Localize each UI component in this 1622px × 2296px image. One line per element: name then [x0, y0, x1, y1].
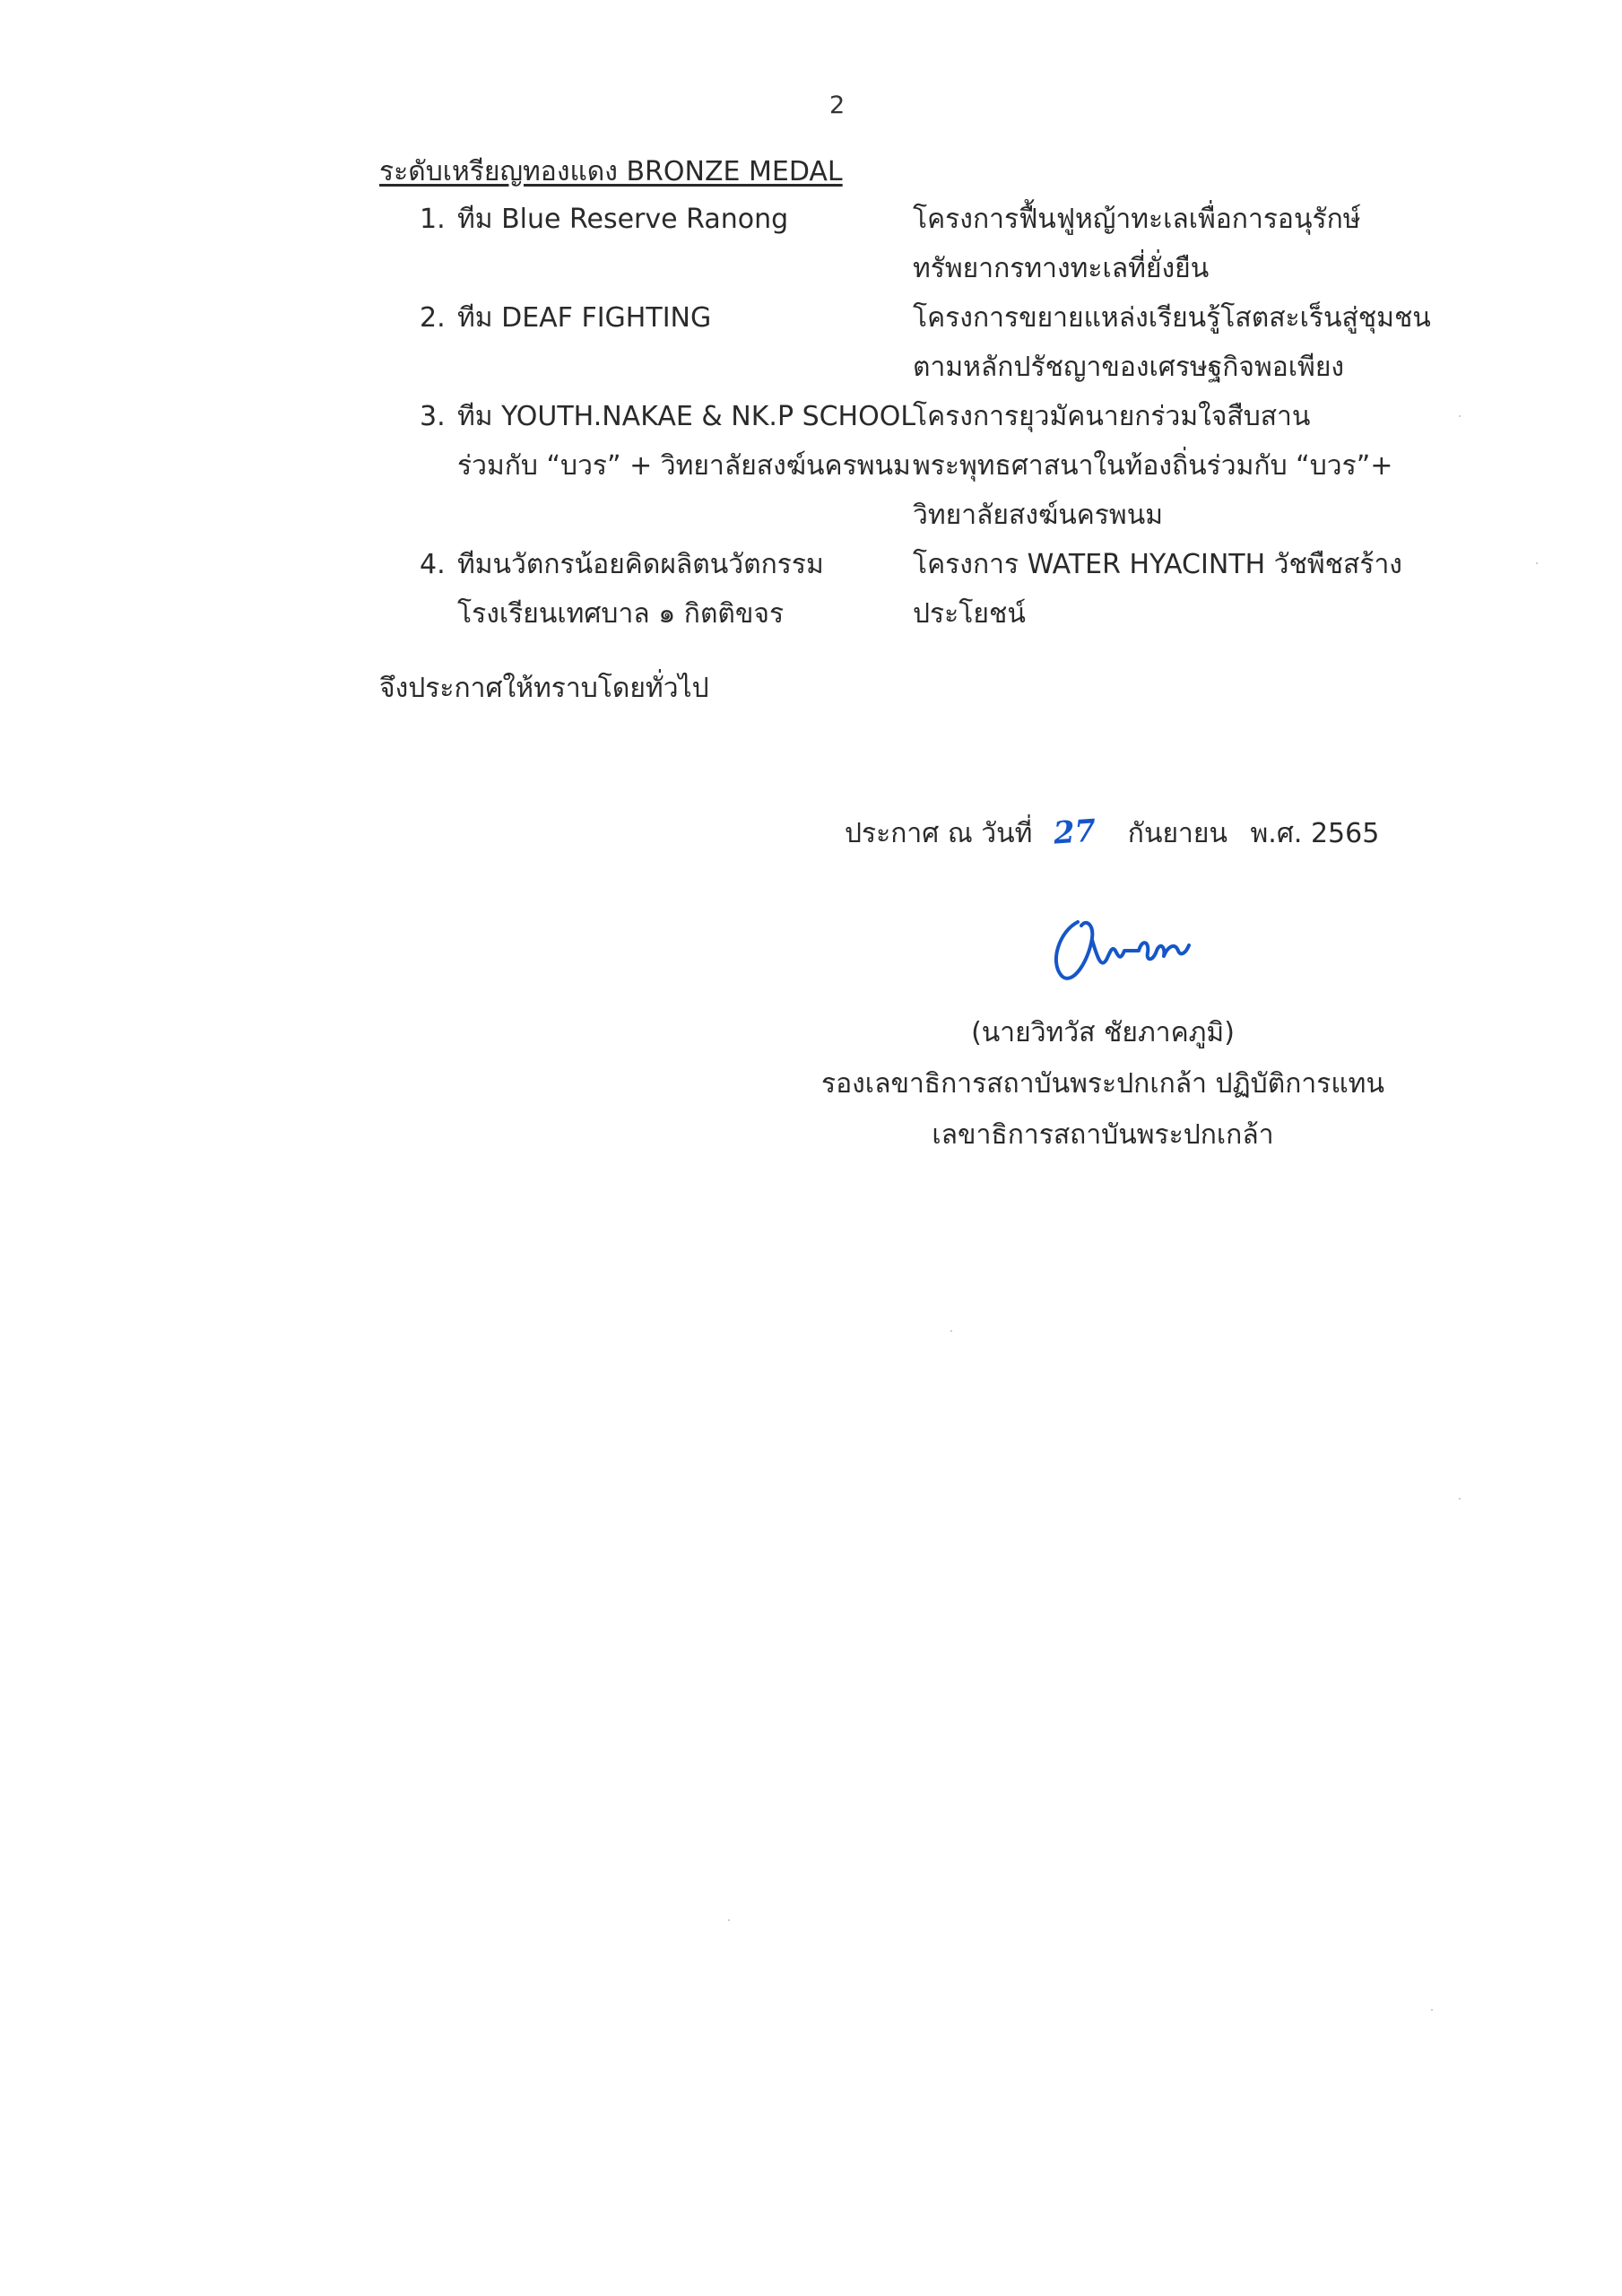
team-name: ทีม DEAF FIGHTING	[457, 302, 712, 334]
date-month: กันยายน	[1127, 818, 1227, 849]
project-line: โครงการขยายแหล่งเรียนรู้โสตสะเร็นสู่ชุมชน	[913, 302, 1431, 334]
entry-4-project	[913, 540, 1402, 639]
signature-image	[1042, 906, 1194, 996]
date-year: พ.ศ. 2565	[1250, 818, 1380, 849]
entry-number: 3.	[420, 401, 446, 432]
signer-title-line2: เลขาธิการสถาบันพระปกเกล้า	[932, 1119, 1274, 1151]
page-number: 2	[829, 91, 846, 119]
date-prefix: ประกาศ ณ วันที่	[845, 818, 1033, 849]
entry-number: 1.	[420, 204, 446, 235]
entry-1-team	[420, 195, 788, 244]
team-name-line2: ร่วมกับ “บวร” + วิทยาลัยสงฆ์นครพนม	[457, 450, 911, 482]
team-name: ทีม Blue Reserve Ranong	[457, 204, 789, 235]
entry-number: 2.	[420, 302, 446, 334]
project-line: ประโยชน์	[913, 598, 1026, 630]
signer-name: (นายวิทวัส ชัยภาคภูมิ)	[971, 1017, 1235, 1048]
project-line: พระพุทธศาสนาในท้องถิ่นร่วมกับ “บวร”+	[913, 450, 1393, 482]
section-heading: ระดับเหรียญทองแดง BRONZE MEDAL	[379, 156, 843, 187]
entry-4-team	[420, 540, 824, 639]
project-line: ตามหลักปรัชญาของเศรษฐกิจพอเพียง	[913, 352, 1345, 383]
project-line: โครงการ WATER HYACINTH วัชพืชสร้าง	[913, 549, 1402, 580]
project-line: ทรัพยากรทางทะเลที่ยั่งยืน	[913, 253, 1210, 284]
project-line: วิทยาลัยสงฆ์นครพนม	[913, 500, 1163, 531]
entry-number: 4.	[420, 549, 446, 580]
team-name: ทีมนวัตกรน้อยคิดผลิตนวัตกรรม	[457, 549, 824, 580]
entry-3-project	[913, 392, 1392, 540]
project-line: โครงการฟื้นฟูหญ้าทะเลเพื่อการอนุรักษ์	[913, 204, 1361, 235]
signer-title: รองเลขาธิการสถาบันพระปกเกล้า ปฏิบัติการแทน	[821, 1068, 1384, 1100]
team-name-line2: โรงเรียนเทศบาล ๑ กิตติขจร	[457, 598, 785, 630]
handwritten-day: 27	[1052, 813, 1097, 852]
announcement-date	[845, 813, 1379, 855]
project-line: โครงการยุวมัคนายกร่วมใจสืบสาน	[913, 401, 1311, 432]
entry-1-project	[913, 195, 1361, 293]
team-name: ทีม YOUTH.NAKAE & NK.P SCHOOL	[457, 401, 916, 432]
closing-text: จึงประกาศให้ทราบโดยทั่วไป	[379, 673, 709, 704]
entry-2-team	[420, 293, 711, 343]
entry-3-team	[420, 392, 915, 491]
entry-2-project	[913, 293, 1431, 392]
